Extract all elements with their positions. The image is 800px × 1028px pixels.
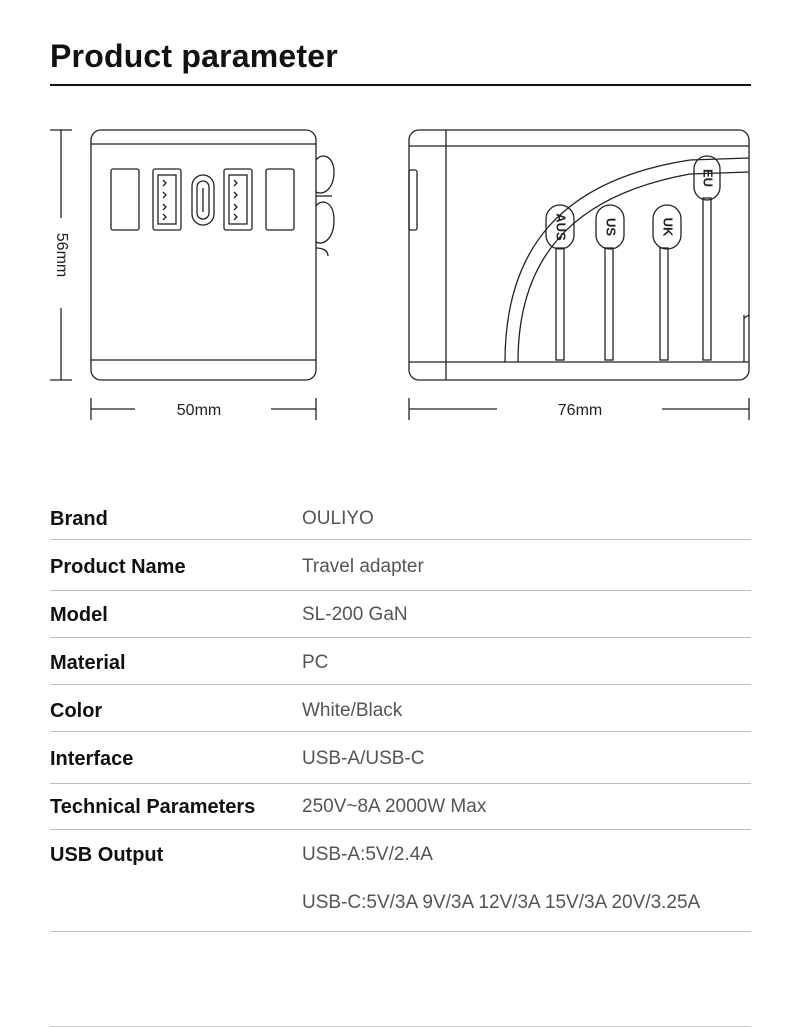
uk-plug-label: UK (660, 217, 676, 237)
spec-value: USB-A:5V/2.4A (302, 844, 433, 865)
us-plug-label: US (603, 217, 619, 237)
spec-key: Material (50, 652, 126, 674)
row-divider (50, 684, 751, 685)
spec-key: Technical Parameters (50, 796, 256, 818)
row-divider (50, 539, 751, 540)
row-divider (50, 637, 751, 638)
spec-key: USB Output (50, 844, 164, 866)
spec-key: Product Name (50, 556, 186, 578)
row-divider (50, 783, 751, 784)
spec-value: Travel adapter (302, 556, 424, 577)
row-divider (50, 931, 751, 932)
spec-value: SL-200 GaN (302, 604, 408, 625)
spec-key: Interface (50, 748, 134, 770)
eu-plug-label: EU (700, 168, 716, 188)
row-divider (50, 731, 751, 732)
page-title: Product parameter (50, 38, 338, 74)
aus-plug-label: AUS (553, 213, 569, 241)
row-divider (50, 590, 751, 591)
spec-value: OULIYO (302, 508, 374, 529)
spec-value: PC (302, 652, 329, 673)
product-dimension-diagram (0, 0, 800, 440)
front-width-label: 50mm (176, 402, 222, 419)
usb-c-port (192, 175, 214, 225)
spec-key: Color (50, 700, 103, 722)
row-divider (50, 829, 751, 830)
spec-value: USB-A/USB-C (302, 748, 425, 769)
spec-key: Model (50, 604, 108, 626)
height-label: 56mm (52, 232, 70, 278)
usb-a-port-right (224, 169, 252, 230)
front-view (91, 130, 334, 380)
spec-value: White/Black (302, 700, 403, 721)
spec-value: 250V~8A 2000W Max (302, 796, 487, 817)
spec-key: Brand (50, 508, 108, 530)
side-view (409, 130, 749, 380)
side-width-label: 76mm (557, 402, 603, 419)
usb-a-port-left (153, 169, 181, 230)
bottom-divider (50, 1026, 751, 1027)
spec-value: USB-C:5V/3A 9V/3A 12V/3A 15V/3A 20V/3.25A (302, 892, 701, 913)
